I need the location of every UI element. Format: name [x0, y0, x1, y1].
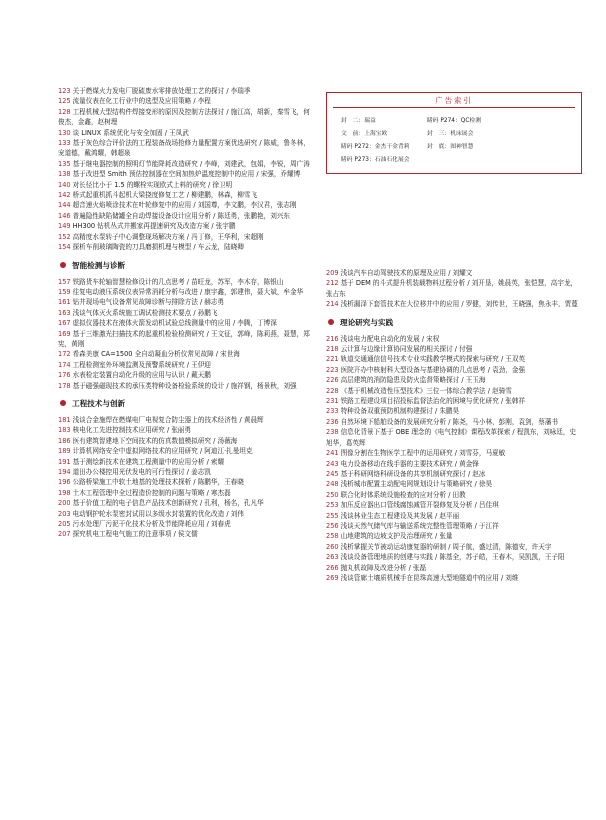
- toc-page-number: 226: [326, 376, 339, 385]
- toc-title: 电力设备移动在线手器的主要技术研究 / 黄金锋: [340, 459, 479, 468]
- toc-title: 浅谈汽车自动驾驶技术的原理及应用 / 刘耀文: [340, 269, 473, 277]
- toc-entry: [58, 498, 310, 508]
- toc-entry: [326, 531, 582, 541]
- ad-index-divider: [333, 107, 575, 108]
- toc-title: 基于灰色综合评价法的工程装备战场抢修力量配置方案优选研究 / 陈威，鲁冬林，宠道德，戴鸿耀，韩超泉: [58, 139, 310, 158]
- toc-page-number: 207: [58, 530, 71, 539]
- section-header-tech: [58, 398, 310, 410]
- toc-page-number: 238: [326, 428, 339, 437]
- toc-entry: [326, 375, 582, 385]
- toc-entry: [326, 396, 582, 406]
- toc-page-number: 183: [58, 426, 71, 435]
- toc-entry: [326, 365, 582, 375]
- toc-page-number: 161: [58, 298, 71, 307]
- toc-page-number: 221: [326, 355, 339, 364]
- toc-title: 基于科研网络科研设备的共享机制研究探讨 / 赵冰: [340, 469, 486, 478]
- toc-page-number: 260: [326, 542, 339, 551]
- toc-title: 轨道交通通信信号技术专业实践教学模式的探索与研究 / 王双英: [340, 355, 526, 364]
- toc-page-number: 186: [58, 436, 71, 445]
- toc-entry: [326, 354, 582, 364]
- toc-entry: [58, 200, 310, 210]
- toc-page-number: 236: [326, 417, 339, 426]
- toc-entry: [58, 529, 310, 539]
- toc-title: 超音速火焰喷涂技术在叶轮修复中的应用 / 刘国尊，李文鹏，李汉君，张志刚: [72, 201, 297, 210]
- toc-title: 钻井现场电气设备常见故障诊断与排除方法 / 赫志勇: [72, 298, 225, 307]
- toc-entry: [58, 242, 310, 252]
- toc-title: 浅谈管廊土壤质机械手在昆珠高速大型地隧道中的应用 / 刘维: [340, 573, 519, 582]
- toc-title: 高精度水泵转子中心调整现场解决方案 / 冯丁修，王华利，宋超刚: [72, 232, 264, 241]
- toc-page-number: 216: [326, 334, 339, 343]
- toc-entry: [58, 287, 310, 297]
- toc-page-number: 231: [326, 397, 339, 406]
- toc-entry: [326, 334, 582, 344]
- toc-title: 抛丸机故障及改进分析 / 张磊: [340, 563, 427, 572]
- toc-entry: [58, 190, 310, 200]
- ad-index-row: [341, 141, 573, 154]
- toc-entry: [58, 488, 310, 498]
- toc-page-number: 266: [326, 563, 339, 572]
- toc-page-number: 228: [326, 386, 339, 395]
- toc-page-number: 138: [58, 170, 71, 179]
- toc-title: 信息化背景下基于 OBE 理念的《电气控制》课程改革探索 / 程凯东，刘咏廷，史旭华，葛英辉: [326, 428, 577, 447]
- ad-index-entry: 封 底：图神智慧: [427, 144, 474, 150]
- toc-title: 污水处理厂污泥干化技术分析及节能降耗应用 / 刘春虎: [72, 520, 231, 529]
- toc-entry: [58, 360, 310, 370]
- toc-entry: [58, 159, 310, 169]
- toc-page-number: 146: [58, 211, 71, 220]
- ad-index-entry: 封 二：瑞益: [341, 118, 376, 124]
- toc-title: 基于 DEM 的斗式提升机装载物料过程分析 / 刘开垦，姚晨英，张恺慧，高宇龙，张占东: [326, 279, 578, 298]
- toc-entry: [58, 477, 310, 487]
- section-header-theory: [326, 317, 582, 329]
- ad-index-entry: 文 前：上海宝欧: [341, 131, 388, 137]
- toc-page-number: 218: [326, 345, 339, 354]
- toc-title: 浅谈电力配电自动化的发展 / 宋权: [340, 334, 440, 343]
- toc-title: 浅谈气体灭火系统施工调试检测技术要点 / 孙鹏飞: [72, 308, 218, 317]
- toc-title: 云计算与边缘计算协同发展的相关探讨 / 付强: [340, 345, 473, 354]
- bullet-icon: [60, 400, 66, 406]
- toc-page-number: 196: [58, 478, 71, 487]
- toc-page-number: 152: [58, 232, 71, 241]
- toc-title: HH300 钻机丛式井搬家再提速研究及改造方案 / 张宇鹏: [72, 222, 236, 231]
- section-header-smart: [58, 260, 310, 272]
- toc-entry: [58, 211, 310, 221]
- toc-entry: [326, 573, 582, 583]
- toc-entry: [58, 415, 310, 425]
- toc-title: 铁路工程建设项目招投标监督法治化的困境与优化研究 / 张韩祥: [340, 397, 526, 406]
- toc-page-number: 172: [58, 350, 71, 359]
- ad-index-entry: 封 三：机床展会: [427, 131, 474, 137]
- toc-entry: [58, 457, 310, 467]
- toc-page-number: 133: [58, 139, 71, 148]
- toc-entry: [58, 297, 310, 307]
- toc-title: 铁路货车轮轴智慧检修设计的几点思考 / 苗旺龙，苏军，李木存，陈银山: [72, 277, 284, 286]
- toc-entry: [326, 344, 582, 354]
- toc-title: 工程检测室外环境监测及预警系统研究 / 王伊迎: [72, 360, 211, 369]
- toc-page-number: 241: [326, 449, 339, 458]
- toc-entry: [326, 511, 582, 521]
- toc-entry: [326, 521, 582, 531]
- toc-title: 计算机网络安全中虚拟网络技术的应用研究 / 阿迪江·扎曼坦克: [72, 447, 253, 456]
- toc-page-number: 214: [326, 300, 339, 309]
- toc-page-number: 128: [58, 107, 71, 116]
- toc-page-number: 269: [326, 573, 339, 582]
- toc-title: 基于三维激光扫描技术的起重机检验检测研究 / 王文征，郭峰，陈莉燕，聂慧，郑宪，黄刚: [58, 329, 310, 348]
- toc-page-number: 245: [326, 469, 339, 478]
- toc-entry: [58, 509, 310, 519]
- toc-entry: [58, 107, 310, 128]
- toc-title: 山地建筑的边坡支护及治理研究 / 张量: [340, 532, 453, 541]
- toc-page-number: 194: [58, 468, 71, 476]
- toc-entry: [326, 500, 582, 510]
- toc-title: 医院开办中核射科大型设备与基建协调的几点思考 / 袁劲，金强: [340, 365, 526, 374]
- smart-list: [58, 277, 310, 391]
- right-column: [326, 268, 582, 583]
- toc-entry: [326, 427, 582, 448]
- toc-page-number: 163: [58, 308, 71, 317]
- toc-entry: [326, 417, 582, 427]
- toc-page-number: 135: [58, 159, 71, 168]
- toc-title: 探析车削玻璃陶瓷的刀具磨损机理与模型 / 车云龙，陆晓卿: [72, 243, 244, 252]
- toc-title: 浅谈合金施焊在燃煤电厂电视复合防尘器上的技术经济性 / 黄晨辉: [72, 415, 264, 424]
- toc-entry: [58, 308, 310, 318]
- toc-page-number: 256: [326, 521, 339, 530]
- toc-entry: [58, 277, 310, 287]
- toc-entry: [326, 490, 582, 500]
- toc-page-number: 248: [326, 480, 339, 489]
- toc-title: 探究机电工程电气施工的注意事项 / 侯文儒: [72, 530, 198, 539]
- toc-title: 水表检定装置自动化升级的应用与认识 / 戴天鹏: [72, 371, 211, 380]
- toc-page-number: 140: [58, 180, 71, 189]
- toc-page-number: 198: [58, 488, 71, 497]
- toc-entry: [58, 86, 310, 96]
- toc-page-number: 123: [58, 87, 71, 95]
- toc-title: 流量仪表在化工行业中的选型及应用策略 / 李程: [72, 97, 211, 106]
- ad-index-box: [326, 92, 582, 174]
- toc-page-number: 157: [58, 277, 71, 286]
- bullet-icon: [60, 262, 66, 268]
- toc-title: 图像分割在生物医学工程中的运用研究 / 刘雪芬，马夏敏: [340, 449, 506, 458]
- section-title: 工程技术与创新: [72, 398, 126, 408]
- toc-page-number: 154: [58, 243, 71, 252]
- toc-entry: [326, 459, 582, 469]
- toc-title: 基于继电器控制的照明灯节能降耗改造研究 / 李峰，刘建武，包娟，李锐，周广涛: [72, 159, 310, 168]
- toc-title: 医有建筑智建地下空间技术的仿真数值模拟研究 / 汤薇海: [72, 436, 238, 445]
- toc-title: 基于磁强磁现技术的承压类特种设备检验系统的设计 / 施祥钢，杨景秋，刘强: [72, 381, 297, 390]
- toc-entry: [58, 381, 310, 391]
- toc-title: 高层建筑的消防隐患及防火监督策略探讨 / 王玉海: [340, 376, 486, 385]
- toc-page-number: 144: [58, 201, 71, 210]
- toc-page-number: 125: [58, 97, 71, 106]
- toc-title: 关于燃煤火力发电厂脱硫废水零排放处理工艺的探讨 / 李瑞季: [72, 87, 251, 95]
- toc-entry: [326, 479, 582, 489]
- ad-index-entry: 睹码 P273：石油石化展会: [341, 157, 410, 163]
- toc-title: 浅谈天然气储气库与输送系统完整性管理策略 / 于江祥: [340, 521, 499, 530]
- toc-entry: [58, 370, 310, 380]
- toc-title: 希森美康 CA=1500 全自动凝血分析仪常见故障 / 宋世海: [72, 350, 240, 359]
- toc-entry: [58, 128, 310, 138]
- ad-index-entry: [427, 154, 573, 167]
- toc-entry: [58, 446, 310, 456]
- toc-entry: [326, 386, 582, 396]
- toc-page-number: 200: [58, 499, 71, 508]
- tech-list: [58, 415, 310, 540]
- toc-title: 基于测绘新技术在建筑工程测量中的应用分析 / 索耀: [72, 457, 225, 466]
- toc-page-number: 250: [326, 490, 339, 499]
- toc-page-number: 253: [326, 501, 339, 510]
- toc-page-number: 223: [326, 365, 339, 374]
- toc-title: 浅析城市配置主动配电网规划设计与策略研究 / 徐昊: [340, 480, 493, 489]
- intro-list: [58, 86, 310, 253]
- toc-title: 桥式起重机抓斗起机大梁挠度修复工艺 / 柳建鹏，林森，柳雪飞: [72, 191, 258, 200]
- toc-page-number: 233: [326, 407, 339, 416]
- toc-page-number: 174: [58, 360, 71, 369]
- toc-title: 电动钢护轮水泵密封试用以多级水封装置的优化改造 / 刘伟: [72, 509, 244, 518]
- toc-entry: [58, 221, 310, 231]
- toc-entry: [58, 329, 310, 350]
- toc-title: 浅析漏泽下套管技术在大位移井中的应用 / 罗健，刘传世，王晓强，焦永丰，贾蔓: [340, 300, 578, 309]
- toc-entry: [58, 467, 310, 477]
- toc-title: 基于改进型 Smith 预估控制器在空间加热炉温度控制中的应用 / 宋强，乔耀博: [72, 170, 301, 179]
- toc-page-number: 255: [326, 511, 339, 520]
- toc-page-number: 263: [326, 553, 339, 562]
- toc-page-number: 169: [58, 329, 71, 338]
- left-column: [58, 86, 310, 540]
- toc-entry: [326, 552, 582, 562]
- toc-entry: [326, 469, 582, 479]
- toc-title: 核电化工先进控制技术应用研究 / 张丽勇: [72, 426, 192, 435]
- toc-entry: [58, 519, 310, 529]
- toc-entry: [58, 169, 310, 179]
- toc-page-number: 159: [58, 287, 71, 296]
- toc-page-number: 203: [58, 509, 71, 518]
- toc-entry: [326, 542, 582, 552]
- toc-title: 特种设备双重预防机制构建探讨 / 朱鹏昊: [340, 407, 460, 416]
- toc-title: 往复电动液压系统仪表异常消耗分析与改进 / 康宇鑫，郭建伟，聂大斌，牟金华: [72, 287, 304, 296]
- toc-title: 对长径比小于 1.5 的螺栓实现欧式上料的研究 / 徐卫明: [72, 180, 233, 189]
- toc-page-number: 209: [326, 269, 339, 277]
- toc-title: 《基于机械改造性压型技术》三位一体综合教学法 / 赵骑雪: [340, 386, 512, 395]
- toc-page-number: 258: [326, 532, 339, 541]
- toc-entry: [326, 448, 582, 458]
- ad-index-grid: [341, 115, 573, 167]
- toc-entry: [326, 278, 582, 299]
- toc-entry: [326, 268, 582, 278]
- toc-entry: [58, 138, 310, 159]
- toc-title: 土木工程管理中全过程造价控制的问题与策略 / 寒杰磊: [72, 488, 231, 497]
- toc-entry: [326, 563, 582, 573]
- right-top-list: [326, 268, 582, 310]
- toc-page-number: 181: [58, 415, 71, 424]
- toc-entry: [326, 299, 582, 309]
- toc-page-number: 243: [326, 459, 339, 468]
- bullet-icon: [328, 319, 334, 325]
- toc-title: 公路桥梁施工中软土地基的处理技术探析 / 陈鹏华，王春晓: [72, 478, 244, 487]
- toc-entry: [326, 406, 582, 416]
- toc-title: 普遍隐性缺陷储罐全自动焊接设备设计应用分析 / 陈廷勇，张鹏艳，刘兴东: [72, 211, 291, 220]
- section-title: 智能检测与诊断: [72, 260, 126, 270]
- toc-page-number: 212: [326, 279, 339, 288]
- toc-page-number: 142: [58, 191, 71, 200]
- toc-title: 谈 LINUX 系统优化与安全加固 / 王凤武: [72, 128, 189, 137]
- toc-title: 联合化时体系统设施检查的应对分析 / 田教: [340, 490, 466, 499]
- toc-page-number: 130: [58, 128, 71, 137]
- toc-page-number: 167: [58, 319, 71, 328]
- ad-index-entry: 睹码 P274：QC检测: [427, 118, 481, 124]
- toc-entry: [58, 349, 310, 359]
- toc-page-number: 178: [58, 381, 71, 390]
- toc-page-number: 191: [58, 457, 71, 466]
- ad-index-title: 广告索引: [435, 96, 473, 105]
- toc-title: 基于价值工程的电子信息产品技术创新研究 / 孔利，杨名，孔凡华: [72, 499, 264, 508]
- ad-index-row: [341, 115, 573, 128]
- toc-page-number: 205: [58, 520, 71, 529]
- toc-title: 自然环境下船舶设备的发展研究分析 / 陈尧，马小林，彭刚，袁剑，蔡藩书: [340, 417, 559, 426]
- ad-index-entry: 睹码 P272：金杰干金背莉: [341, 144, 410, 150]
- toc-page-number: 189: [58, 447, 71, 456]
- toc-title: 浅谈林业生态工程建设及其发展 / 赵平丽: [340, 511, 460, 520]
- toc-title: 浅谈设备管理地质的创建与实践 / 陈基全，苏子皓，王春木，吴凯凯，王子阳: [340, 553, 565, 562]
- toc-title: 虚拟仪器技术在液体火箭发动机试验总线测量中的应用 / 李腾，丁博深: [72, 319, 277, 328]
- toc-entry: [58, 180, 310, 190]
- toc-entry: [58, 232, 310, 242]
- toc-entry: [58, 96, 310, 106]
- toc-title: 加压反应器出口管线腐蚀减管开裂修复及分析 / 吕佳琪: [340, 501, 499, 510]
- toc-page-number: 176: [58, 371, 71, 380]
- toc-entry: [58, 318, 310, 328]
- toc-entry: [58, 436, 310, 446]
- toc-title: 浅析掌握关节被动运动康复器的研制 / 周子航，盛过清，陈德安，许天宇: [340, 542, 552, 551]
- section-title: 理论研究与实践: [340, 317, 394, 327]
- ad-index-row: [341, 154, 573, 167]
- toc-page-number: 149: [58, 222, 71, 231]
- toc-entry: [58, 425, 310, 435]
- toc-title: 道田办公楼控用光伏发电的可行性探讨 / 姜志凯: [72, 468, 211, 476]
- toc-title: 工程机械大型结构件焊接变形的原因及控制方法探讨 / 施江高，胡新，秦雪飞，何俊杰，金鑫，赵树理: [58, 107, 310, 127]
- theory-list: [326, 334, 582, 584]
- ad-index-row: [341, 128, 573, 141]
